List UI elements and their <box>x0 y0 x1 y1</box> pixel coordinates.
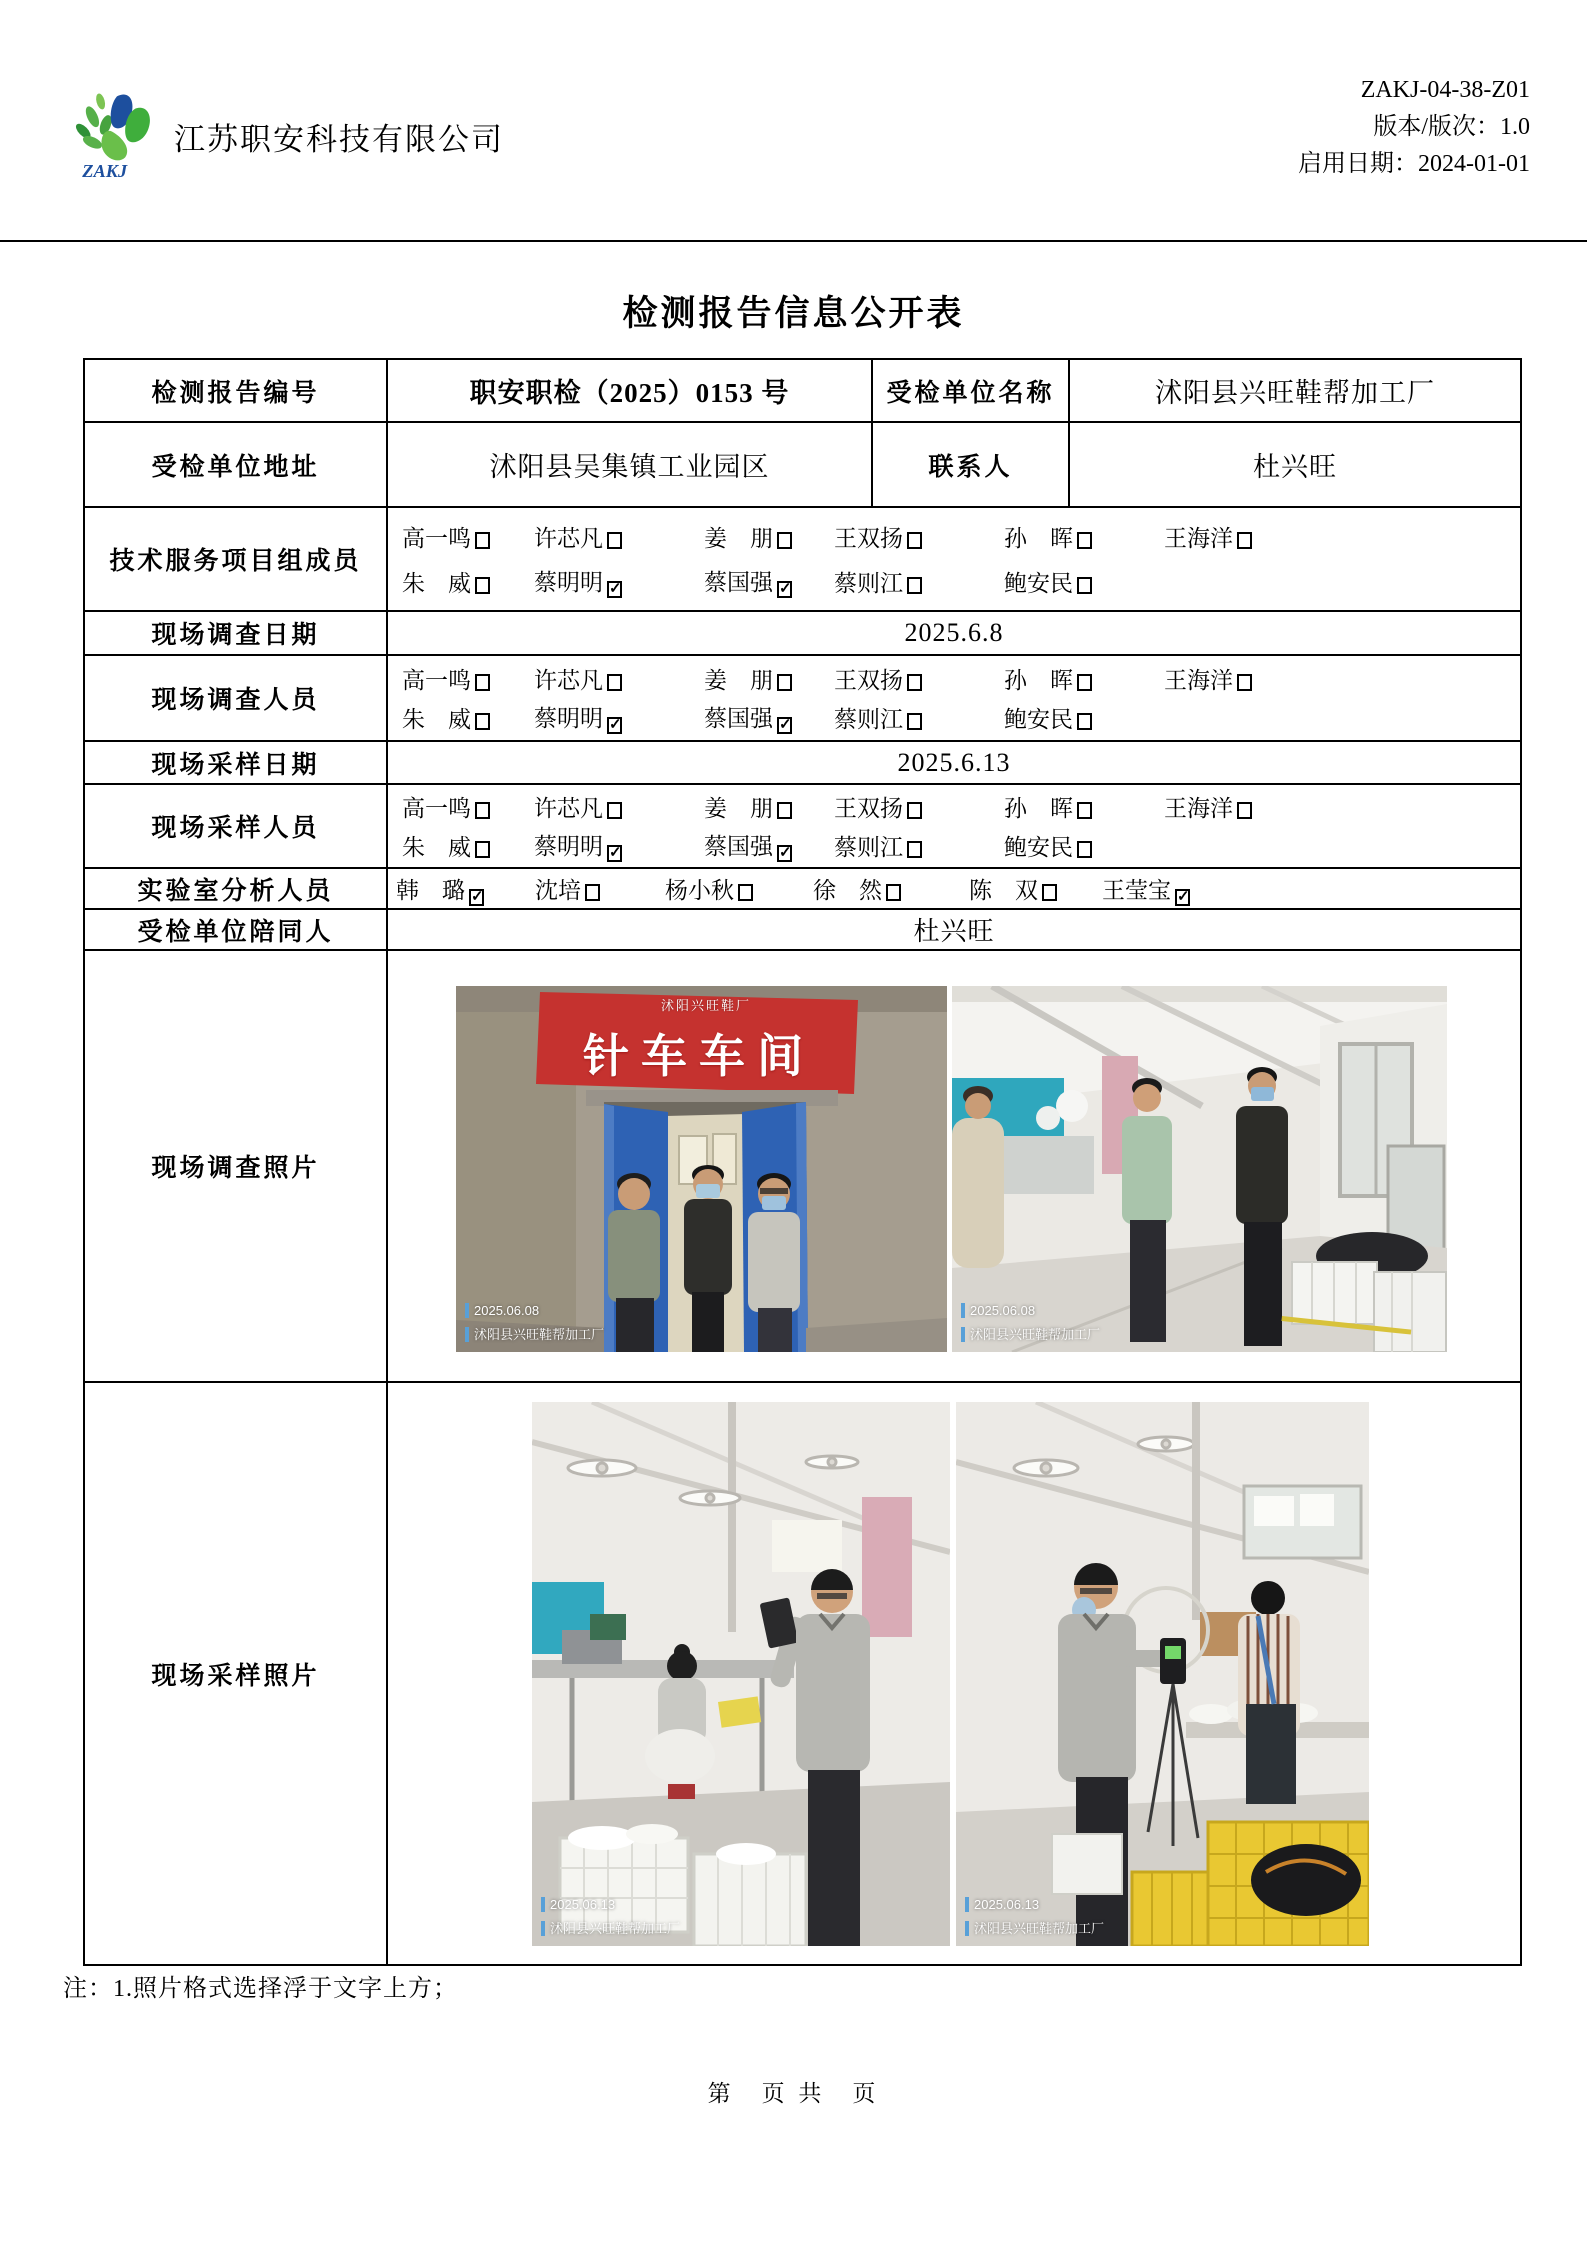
checkbox-checked-icon: ✓ <box>471 888 484 905</box>
staff-member-name: 姜 朋 <box>704 667 773 693</box>
checkbox-unchecked-icon <box>907 802 922 819</box>
row-unit-address <box>85 421 1520 506</box>
staff-member <box>402 829 534 862</box>
row-survey-staff <box>85 654 1520 740</box>
checkbox-unchecked-icon <box>1077 802 1092 819</box>
staff-member <box>704 700 834 734</box>
staff-line-2 <box>388 564 1520 598</box>
staff-member <box>665 872 813 905</box>
staff-member <box>834 790 1004 823</box>
photo-watermark-factory: 沭阳县兴旺鞋帮加工厂 <box>961 1327 1100 1342</box>
staff-line-2 <box>388 828 1520 862</box>
checkbox-unchecked-icon <box>475 841 490 858</box>
survey-photo-right <box>952 986 1447 1352</box>
staff-member <box>534 564 704 598</box>
row-survey-photos <box>85 949 1520 1381</box>
staff-member <box>534 662 704 695</box>
staff-member <box>834 520 1004 553</box>
survey-photo-left <box>456 986 947 1352</box>
checkbox-unchecked-icon <box>475 532 490 549</box>
doc-code: ZAKJ-04-38-Z01 <box>1360 77 1530 103</box>
staff-member-name: 朱 威 <box>402 834 471 860</box>
checkbox-checked-icon: ✓ <box>1177 888 1190 905</box>
page-title: 检测报告信息公开表 <box>622 294 965 333</box>
row-survey-date <box>85 610 1520 654</box>
doc-meta-block <box>1298 72 1530 183</box>
sampling-staff-cell <box>386 785 1520 867</box>
staff-member <box>1004 829 1164 862</box>
checkbox-unchecked-icon <box>907 577 922 594</box>
staff-member-name: 朱 威 <box>402 570 471 596</box>
staff-member <box>534 790 704 823</box>
lab-staff-cell <box>386 869 1520 908</box>
page-number-footer: 第 页 共 页 <box>707 2081 880 2106</box>
lab-staff-label: 实验室分析人员 <box>137 877 334 905</box>
photo-watermark-factory: 沭阳县兴旺鞋帮加工厂 <box>541 1921 680 1936</box>
staff-member-name: 许芯凡 <box>534 667 603 693</box>
staff-member-name: 孙 晖 <box>1004 525 1073 551</box>
companion-label: 受检单位陪同人 <box>137 918 334 946</box>
staff-member-name: 王双扬 <box>834 525 903 551</box>
team-label: 技术服务项目组成员 <box>109 548 362 575</box>
survey-staff-label: 现场调查人员 <box>151 687 320 714</box>
doc-version: 版本/版次：1.0 <box>1373 114 1530 140</box>
row-report-no <box>85 360 1520 421</box>
staff-member-name: 高一鸣 <box>402 525 471 551</box>
staff-member <box>704 662 834 695</box>
row-sampling-staff <box>85 783 1520 867</box>
staff-member-name: 王双扬 <box>834 667 903 693</box>
checkbox-unchecked-icon <box>475 713 490 730</box>
photo-watermark-date: 2025.06.08 <box>961 1303 1035 1318</box>
checkbox-unchecked-icon <box>886 884 901 901</box>
staff-member-name: 鲍安民 <box>1004 570 1073 596</box>
sampling-photo-right <box>956 1402 1369 1946</box>
checkbox-unchecked-icon <box>607 802 622 819</box>
staff-member <box>1164 790 1520 823</box>
staff-member-name: 王海洋 <box>1164 796 1233 821</box>
staff-member <box>402 701 534 734</box>
staff-member-name: 韩 璐 <box>396 877 465 903</box>
checkbox-unchecked-icon <box>585 884 600 901</box>
staff-member <box>834 565 1004 598</box>
checkbox-unchecked-icon <box>738 884 753 901</box>
sampling-date-value: 2025.6.13 <box>386 742 1520 783</box>
checkbox-unchecked-icon <box>907 841 922 858</box>
checkbox-unchecked-icon <box>777 532 792 549</box>
staff-member-name: 杨小秋 <box>665 878 734 903</box>
staff-member-name: 孙 晖 <box>1004 667 1073 693</box>
sampling-photo-left <box>532 1402 950 1946</box>
survey-photos-cell <box>386 951 1520 1381</box>
photo-watermark-date: 2025.06.13 <box>541 1897 615 1912</box>
disclosure-form-table <box>83 358 1522 1966</box>
staff-line-1 <box>388 520 1520 553</box>
unit-address-label: 受检单位地址 <box>151 453 320 481</box>
row-sampling-date <box>85 740 1520 783</box>
checkbox-unchecked-icon <box>907 532 922 549</box>
footnote: 注：1.照片格式选择浮于文字上方； <box>63 1976 458 2002</box>
photo-watermark-date: 2025.06.08 <box>465 1303 539 1318</box>
photo-watermark-date: 2025.06.13 <box>965 1897 1039 1912</box>
staff-member-name: 蔡则江 <box>834 834 903 860</box>
staff-member <box>1004 701 1164 734</box>
staff-member-name: 王海洋 <box>1164 525 1233 551</box>
row-team-members <box>85 506 1520 610</box>
survey-date-value: 2025.6.8 <box>386 612 1520 654</box>
staff-member <box>535 872 665 905</box>
staff-member-name: 蔡国强 <box>704 570 773 596</box>
team-members-cell <box>386 508 1520 610</box>
staff-member <box>396 872 535 906</box>
workshop-banner-small-text: 沭阳兴旺鞋厂 <box>660 998 751 1013</box>
photo-watermark-factory: 沭阳县兴旺鞋帮加工厂 <box>465 1327 604 1342</box>
staff-member <box>813 872 969 905</box>
unit-name-label: 受检单位名称 <box>871 360 1068 421</box>
staff-member <box>834 829 1004 862</box>
staff-member-name: 鲍安民 <box>1004 834 1073 860</box>
checkbox-checked-icon: ✓ <box>779 717 792 734</box>
checkbox-checked-icon: ✓ <box>779 581 792 598</box>
staff-member <box>834 662 1004 695</box>
staff-member <box>402 662 534 695</box>
staff-member-name: 蔡明明 <box>534 570 603 596</box>
logo-text: ZAKJ <box>82 160 128 180</box>
workshop-banner-title: 针车车间 <box>583 1031 815 1082</box>
staff-line-1 <box>388 790 1520 823</box>
survey-date-label: 现场调查日期 <box>151 622 320 649</box>
company-logo-icon <box>70 78 172 180</box>
checkbox-unchecked-icon <box>475 577 490 594</box>
contact-value: 杜兴旺 <box>1068 423 1520 506</box>
staff-member-name: 蔡国强 <box>704 834 773 859</box>
staff-member-name: 高一鸣 <box>402 796 471 821</box>
staff-member <box>534 700 704 734</box>
staff-member <box>1164 662 1520 695</box>
row-lab-staff <box>85 867 1520 908</box>
staff-member <box>534 520 704 553</box>
checkbox-checked-icon: ✓ <box>609 717 622 734</box>
checkbox-checked-icon: ✓ <box>609 581 622 598</box>
staff-member <box>704 828 834 862</box>
checkbox-unchecked-icon <box>1237 674 1252 691</box>
staff-member <box>1004 790 1164 823</box>
checkbox-unchecked-icon <box>777 802 792 819</box>
checkbox-unchecked-icon <box>1077 532 1092 549</box>
sampling-photos-cell <box>386 1383 1520 1964</box>
staff-member-name: 陈 双 <box>969 878 1038 903</box>
row-sampling-photos <box>85 1381 1520 1964</box>
staff-member <box>402 565 534 598</box>
staff-member-name: 许芯凡 <box>534 796 603 821</box>
checkbox-unchecked-icon <box>907 713 922 730</box>
staff-member <box>1102 872 1520 906</box>
staff-line-1 <box>388 662 1520 695</box>
staff-member-name: 徐 然 <box>813 878 882 903</box>
staff-member-name: 蔡明明 <box>534 834 603 859</box>
staff-member-name: 沈培 <box>535 878 581 903</box>
checkbox-unchecked-icon <box>1077 577 1092 594</box>
staff-member-name: 姜 朋 <box>704 796 773 821</box>
sampling-staff-label: 现场采样人员 <box>151 815 320 842</box>
staff-member-name: 蔡则江 <box>834 570 903 596</box>
checkbox-unchecked-icon <box>1237 802 1252 819</box>
staff-member-name: 蔡则江 <box>834 706 903 732</box>
staff-member <box>534 828 704 862</box>
unit-address-value: 沭阳县吴集镇工业园区 <box>386 423 871 506</box>
report-no-label: 检测报告编号 <box>151 379 320 407</box>
checkbox-unchecked-icon <box>1077 841 1092 858</box>
photo-watermark-factory: 沭阳县兴旺鞋帮加工厂 <box>965 1921 1104 1936</box>
checkbox-checked-icon: ✓ <box>779 845 792 861</box>
contact-label: 联系人 <box>871 423 1068 506</box>
checkbox-unchecked-icon <box>777 674 792 691</box>
sampling-date-label: 现场采样日期 <box>151 751 320 779</box>
company-name: 江苏职安科技有限公司 <box>174 122 504 157</box>
checkbox-unchecked-icon <box>907 674 922 691</box>
checkbox-unchecked-icon <box>475 674 490 691</box>
header-divider <box>0 240 1587 242</box>
checkbox-unchecked-icon <box>1077 674 1092 691</box>
staff-member <box>704 564 834 598</box>
staff-member-name: 许芯凡 <box>534 525 603 551</box>
unit-name-value: 沭阳县兴旺鞋帮加工厂 <box>1068 360 1520 421</box>
companion-value: 杜兴旺 <box>386 910 1520 949</box>
survey-photos-label: 现场调查照片 <box>151 1155 320 1182</box>
staff-member-name: 鲍安民 <box>1004 706 1073 732</box>
staff-member <box>1164 520 1520 553</box>
checkbox-unchecked-icon <box>1042 884 1057 901</box>
doc-start-date: 启用日期：2024-01-01 <box>1298 151 1530 177</box>
staff-member <box>969 872 1102 905</box>
lab-staff-line <box>388 872 1520 906</box>
report-no-value: 职安职检（2025）0153 号 <box>386 360 871 421</box>
staff-member-name: 孙 晖 <box>1004 796 1073 821</box>
checkbox-unchecked-icon <box>1077 713 1092 730</box>
checkbox-unchecked-icon <box>607 532 622 549</box>
staff-member-name: 王莹宝 <box>1102 877 1171 903</box>
staff-member <box>704 790 834 823</box>
staff-member <box>1004 662 1164 695</box>
staff-member <box>1004 520 1164 553</box>
staff-member <box>402 790 534 823</box>
checkbox-unchecked-icon <box>1237 532 1252 549</box>
staff-line-2 <box>388 700 1520 734</box>
staff-member <box>704 520 834 553</box>
survey-staff-cell <box>386 656 1520 740</box>
checkbox-unchecked-icon <box>475 802 490 819</box>
staff-member-name: 王双扬 <box>834 796 903 821</box>
checkbox-unchecked-icon <box>607 674 622 691</box>
row-companion <box>85 908 1520 949</box>
staff-member <box>834 701 1004 734</box>
checkbox-checked-icon: ✓ <box>609 845 622 861</box>
staff-member-name: 蔡国强 <box>704 706 773 732</box>
staff-member-name: 王海洋 <box>1164 667 1233 693</box>
staff-member-name: 姜 朋 <box>704 525 773 551</box>
staff-member-name: 高一鸣 <box>402 667 471 693</box>
staff-member-name: 蔡明明 <box>534 706 603 732</box>
sampling-photos-label: 现场采样照片 <box>151 1662 320 1690</box>
staff-member-name: 朱 威 <box>402 706 471 732</box>
staff-member <box>1004 565 1164 598</box>
staff-member <box>402 520 534 553</box>
